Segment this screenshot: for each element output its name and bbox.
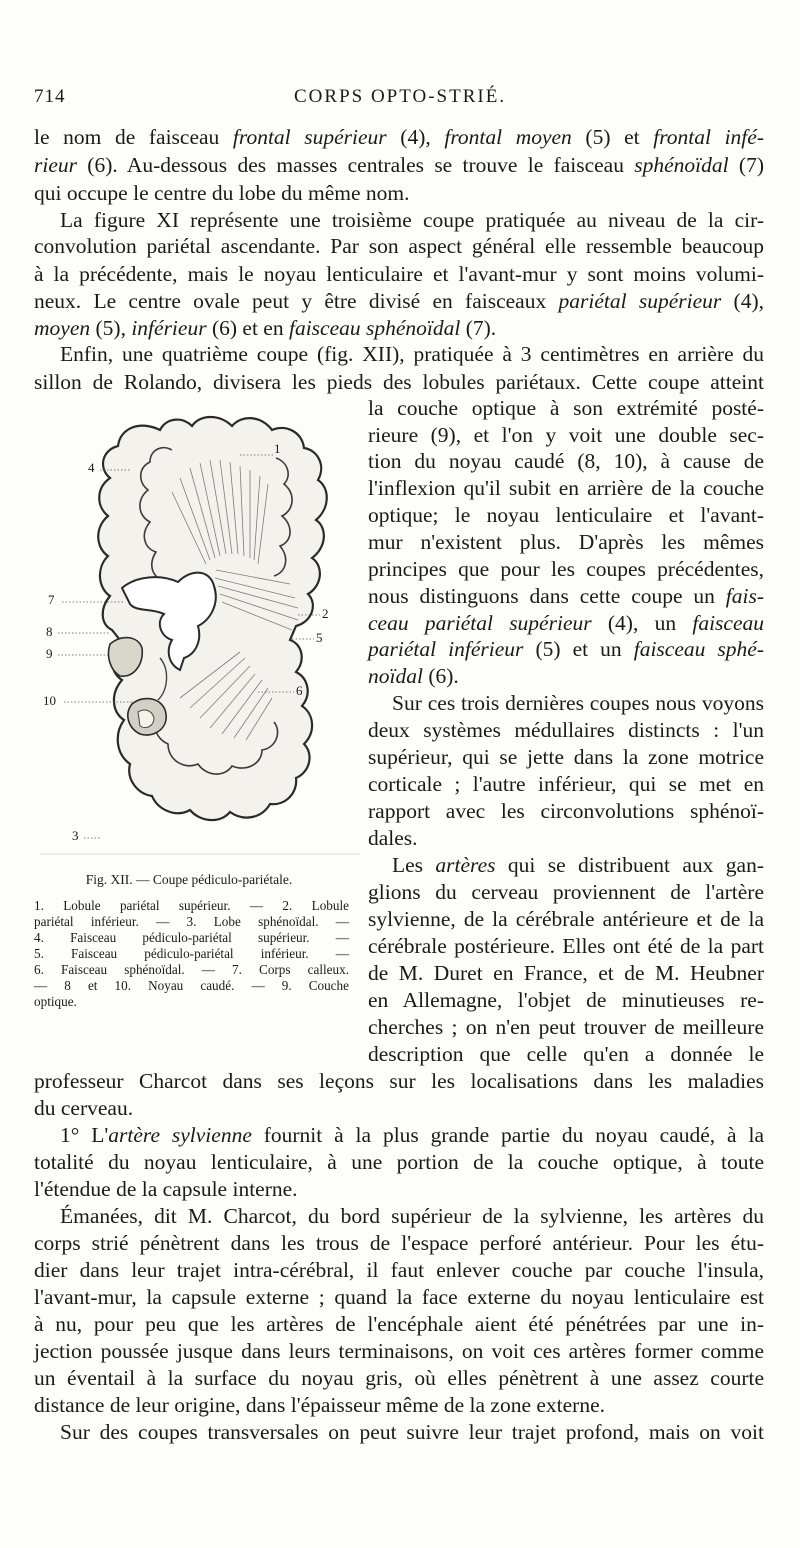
text-line: rieure (9), et l'on y voit une double sec- xyxy=(368,423,764,447)
text-line: corps strié pénètrent dans les trous de l'espace perforé antérieur. Pour les étu- xyxy=(34,1231,764,1255)
text-line: dier dans leur trajet intra-cérébral, il faut enlever couche par couche l'insula, xyxy=(34,1258,764,1282)
figure-label: 8 xyxy=(46,624,53,639)
text-line: description que celle qu'en a donnée le xyxy=(368,1042,764,1066)
text-line: Sur ces trois dernières coupes nous voyons xyxy=(392,691,764,715)
text-line: Enfin, une quatrième coupe (fig. XII), pratiquée à 3 centimètres en arrière du xyxy=(60,342,764,366)
text-line: principes que pour les coupes précédentes, xyxy=(368,557,764,581)
figure-label: 6 xyxy=(296,683,303,698)
figure-legend-line: pariétal inférieur. — 3. Lobe sphénoïdal. — xyxy=(34,914,349,929)
figure-caption: Fig. XII. — Coupe pédiculo-pariétale. xyxy=(85,872,293,887)
text-line: tion du noyau caudé (8, 10), à cause de xyxy=(368,449,764,473)
text-line: neux. Le centre ovale peut y être divisé en faisceaux pariétal supérieur (4), xyxy=(34,289,765,313)
text-line: convolution pariétal ascendante. Par son aspect général elle ressemble beaucoup xyxy=(34,234,764,258)
text-line: mur n'existent plus. D'après les mêmes xyxy=(368,530,764,554)
text-line: cérébrale postérieure. Elles ont été de la part xyxy=(368,934,764,958)
figure-label: 5 xyxy=(316,630,323,645)
text-line: professeur Charcot dans ses leçons sur les localisations dans les maladies xyxy=(34,1069,764,1093)
text-line: de M. Duret en France, et de M. Heubner xyxy=(368,961,764,985)
figure-legend-line: — 8 et 10. Noyau caudé. — 9. Couche xyxy=(34,978,349,993)
text-line: totalité du noyau lenticulaire, à une portion de la couche optique, à toute xyxy=(34,1150,764,1174)
text-line: 1° L'artère sylvienne fournit à la plus grande partie du noyau caudé, à la xyxy=(60,1123,764,1147)
text-line: Les artères qui se distribuent aux gan- xyxy=(392,853,764,877)
figure-legend-line: 1. Lobule pariétal supérieur. — 2. Lobule xyxy=(34,898,349,913)
running-title: CORPS OPTO-STRIÉ. xyxy=(294,86,507,107)
text-line: Émanées, dit M. Charcot, du bord supérieur de la sylvienne, les artères du xyxy=(60,1204,764,1228)
running-header xyxy=(34,86,764,114)
text-line: moyen (5), inférieur (6) et en faisceau sphénoïdal (7). xyxy=(34,316,497,340)
figure-label: 7 xyxy=(48,592,55,607)
text-line: ceau pariétal supérieur (4), un faisceau xyxy=(368,611,764,635)
figure-label: 2 xyxy=(322,606,329,621)
figure-legend-line: 4. Faisceau pédiculo-pariétal supérieur. — xyxy=(34,930,349,945)
text-line: rapport avec les circonvolutions sphénoï- xyxy=(368,799,764,823)
text-line: l'inflexion qu'il subit en arrière de la couche xyxy=(368,476,764,500)
text-line: sillon de Rolando, divisera les pieds des lobules pariétaux. Cette coupe atteint xyxy=(34,370,764,394)
figure-label: 10 xyxy=(43,693,56,708)
text-line: La figure XI représente une troisième coupe pratiquée au niveau de la cir- xyxy=(60,208,764,232)
text-line: le nom de faisceau frontal supérieur (4), frontal moyen (5) et frontal infé- xyxy=(34,125,764,149)
page-number: 714 xyxy=(34,86,66,107)
text-line: rieur (6). Au-dessous des masses centrales se trouve le faisceau sphénoïdal (7) xyxy=(34,153,764,177)
text-line: la couche optique à son extrémité posté- xyxy=(368,396,764,420)
text-line: du cerveau. xyxy=(34,1096,134,1120)
text-line: l'étendue de la capsule interne. xyxy=(34,1177,298,1201)
text-line: à nu, pour peu que les artères de l'encéphale aient été pénétrées par une in- xyxy=(34,1312,764,1336)
brain-section-drawing xyxy=(40,417,360,854)
text-line: noïdal (6). xyxy=(368,664,459,688)
figure-legend-line: optique. xyxy=(34,994,77,1009)
text-line: supérieur, qui se jette dans la zone motrice xyxy=(368,745,764,769)
text-line: glions du cerveau proviennent de l'artère xyxy=(368,880,764,904)
text-line: sylvienne, de la cérébrale antérieure et de la xyxy=(368,907,764,931)
text-line: optique; le noyau lenticulaire et l'avant- xyxy=(368,503,764,527)
text-line: à la précédente, mais le noyau lenticulaire et l'avant-mur y sont moins volumi- xyxy=(34,262,764,286)
text-line: nous distinguons dans cette coupe un fais- xyxy=(368,584,764,608)
figure-legend-line: 5. Faisceau pédiculo-pariétal inférieur. — xyxy=(34,946,349,961)
figure-legend-line: 6. Faisceau sphénoïdal. — 7. Corps calleux. xyxy=(34,962,349,977)
brain-section-figure xyxy=(40,408,360,858)
text-line: jection poussée jusque dans leurs terminaisons, on voit ces artères former comme xyxy=(34,1339,764,1363)
text-line: corticale ; l'autre inférieur, qui se met en xyxy=(368,772,764,796)
text-line: dales. xyxy=(368,826,418,850)
text-line: qui occupe le centre du lobe du même nom. xyxy=(34,181,410,205)
figure-label: 1 xyxy=(274,441,281,456)
figure-label: 4 xyxy=(88,460,95,475)
text-line: l'avant-mur, la capsule externe ; quand la face externe du noyau lenticulaire est xyxy=(34,1285,764,1309)
text-line: distance de leur origine, dans l'épaisseur même de la zone externe. xyxy=(34,1393,605,1417)
text-line: cherches ; on n'en peut trouver de meilleure xyxy=(368,1015,764,1039)
text-line: deux systèmes médullaires distincts : l'un xyxy=(368,718,764,742)
text-line: en Allemagne, l'objet de minutieuses re- xyxy=(368,988,764,1012)
text-line: pariétal inférieur (5) et un faisceau sphé- xyxy=(368,637,764,661)
figure-label: 9 xyxy=(46,646,53,661)
figure-label: 3 xyxy=(72,828,79,843)
text-line: un éventail à la surface du noyau gris, où elles pénètrent à une assez courte xyxy=(34,1366,764,1390)
text-line: Sur des coupes transversales on peut suivre leur trajet profond, mais on voit xyxy=(60,1420,764,1444)
